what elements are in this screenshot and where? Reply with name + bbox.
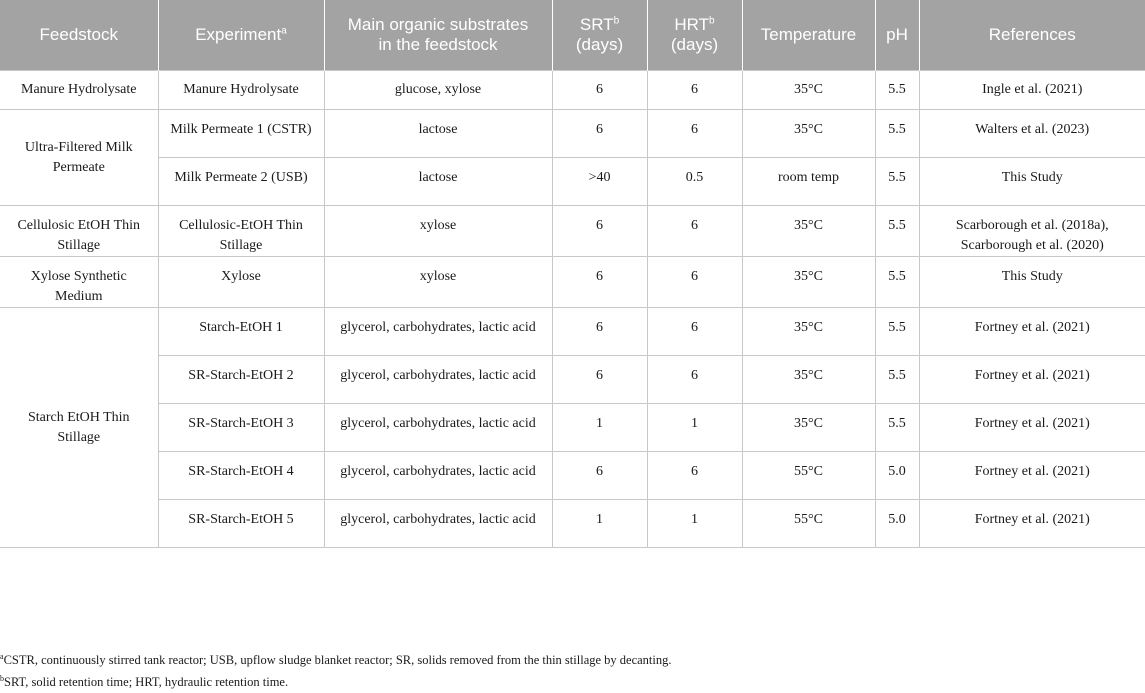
hrt-cell: 6 bbox=[647, 206, 742, 257]
header-feedstock: Feedstock bbox=[0, 0, 158, 71]
temperature-cell: 55°C bbox=[742, 500, 875, 548]
references-cell: Fortney et al. (2021) bbox=[919, 356, 1145, 404]
header-temperature: Temperature bbox=[742, 0, 875, 71]
temperature-cell: 35°C bbox=[742, 356, 875, 404]
hrt-cell: 1 bbox=[647, 404, 742, 452]
substrates-cell: glycerol, carbohydrates, lactic acid bbox=[324, 452, 552, 500]
ph-cell: 5.5 bbox=[875, 308, 919, 356]
references-cell: Fortney et al. (2021) bbox=[919, 500, 1145, 548]
ph-cell: 5.5 bbox=[875, 356, 919, 404]
footnote-b: $^b$SRT, solid retention time; HRT, hydraulic retention time. bbox=[0, 673, 289, 689]
srt-cell: 6 bbox=[552, 452, 647, 500]
references-cell: Ingle et al. (2021) bbox=[919, 71, 1145, 110]
ph-cell: 5.5 bbox=[875, 71, 919, 110]
feedstock-cell: Ultra-Filtered Milk Permeate bbox=[0, 110, 158, 206]
hrt-cell: 6 bbox=[647, 452, 742, 500]
references-cell: This Study bbox=[919, 158, 1145, 206]
experiment-cell: SR-Starch-EtOH 2 bbox=[158, 356, 324, 404]
substrates-cell: xylose bbox=[324, 206, 552, 257]
substrates-cell: lactose bbox=[324, 158, 552, 206]
table-row bbox=[0, 71, 1145, 110]
feedstock-cell: Xylose Synthetic Medium bbox=[0, 257, 158, 308]
ph-cell: 5.5 bbox=[875, 206, 919, 257]
srt-cell: 1 bbox=[552, 500, 647, 548]
table-row bbox=[0, 404, 1145, 452]
header-hrt: HRT$^b$ (days) bbox=[647, 0, 742, 71]
header-srt: SRT$^b$ (days) bbox=[552, 0, 647, 71]
table-row bbox=[0, 110, 1145, 158]
header-references: References bbox=[919, 0, 1145, 71]
srt-cell: 6 bbox=[552, 71, 647, 110]
ph-cell: 5.5 bbox=[875, 257, 919, 308]
table-row bbox=[0, 257, 1145, 308]
substrates-cell: lactose bbox=[324, 110, 552, 158]
temperature-cell: 35°C bbox=[742, 110, 875, 158]
substrates-cell: glycerol, carbohydrates, lactic acid bbox=[324, 356, 552, 404]
experiment-cell: SR-Starch-EtOH 5 bbox=[158, 500, 324, 548]
temperature-cell: 35°C bbox=[742, 206, 875, 257]
table-row bbox=[0, 158, 1145, 206]
references-cell: Walters et al. (2023) bbox=[919, 110, 1145, 158]
temperature-cell: 55°C bbox=[742, 452, 875, 500]
experiment-cell: SR-Starch-EtOH 3 bbox=[158, 404, 324, 452]
experiment-cell: Milk Permeate 1 (CSTR) bbox=[158, 110, 324, 158]
temperature-cell: 35°C bbox=[742, 71, 875, 110]
references-cell: Fortney et al. (2021) bbox=[919, 404, 1145, 452]
ph-cell: 5.0 bbox=[875, 500, 919, 548]
srt-cell: 6 bbox=[552, 257, 647, 308]
table-footnotes bbox=[0, 649, 672, 693]
temperature-cell: 35°C bbox=[742, 308, 875, 356]
header-substrates: Main organic substrates in the feedstock bbox=[324, 0, 552, 71]
table-row bbox=[0, 206, 1145, 257]
hrt-cell: 6 bbox=[647, 110, 742, 158]
ph-cell: 5.5 bbox=[875, 110, 919, 158]
substrates-cell: xylose bbox=[324, 257, 552, 308]
hrt-cell: 6 bbox=[647, 308, 742, 356]
srt-cell: 6 bbox=[552, 206, 647, 257]
experiment-cell: Manure Hydrolysate bbox=[158, 71, 324, 110]
substrates-cell: glycerol, carbohydrates, lactic acid bbox=[324, 308, 552, 356]
srt-cell: 1 bbox=[552, 404, 647, 452]
table-row bbox=[0, 308, 1145, 356]
feedstock-cell: Cellulosic EtOH Thin Stillage bbox=[0, 206, 158, 257]
ph-cell: 5.5 bbox=[875, 158, 919, 206]
hrt-cell: 6 bbox=[647, 356, 742, 404]
experiment-cell: Xylose bbox=[158, 257, 324, 308]
temperature-cell: 35°C bbox=[742, 257, 875, 308]
feedstock-cell: Starch EtOH Thin Stillage bbox=[0, 308, 158, 548]
references-cell: Fortney et al. (2021) bbox=[919, 452, 1145, 500]
temperature-cell: room temp bbox=[742, 158, 875, 206]
references-cell: Scarborough et al. (2018a), Scarborough et al. (2020) bbox=[919, 206, 1145, 257]
experiment-cell: Starch-EtOH 1 bbox=[158, 308, 324, 356]
feedstock-cell: Manure Hydrolysate bbox=[0, 71, 158, 110]
table-row bbox=[0, 356, 1145, 404]
table-row bbox=[0, 500, 1145, 548]
experiment-cell: Milk Permeate 2 (USB) bbox=[158, 158, 324, 206]
srt-cell: 6 bbox=[552, 356, 647, 404]
header-ph: pH bbox=[875, 0, 919, 71]
ph-cell: 5.5 bbox=[875, 404, 919, 452]
substrates-cell: glycerol, carbohydrates, lactic acid bbox=[324, 500, 552, 548]
hrt-cell: 0.5 bbox=[647, 158, 742, 206]
ph-cell: 5.0 bbox=[875, 452, 919, 500]
hrt-cell: 6 bbox=[647, 71, 742, 110]
footnote-a: $^a$CSTR, continuously stirred tank reactor; USB, upflow sludge blanket reactor; SR, solids removed from the thin stillage by decanting. bbox=[0, 651, 672, 667]
references-cell: Fortney et al. (2021) bbox=[919, 308, 1145, 356]
substrates-cell: glycerol, carbohydrates, lactic acid bbox=[324, 404, 552, 452]
substrates-cell: glucose, xylose bbox=[324, 71, 552, 110]
hrt-cell: 1 bbox=[647, 500, 742, 548]
header-experiment: Experiment$^a$ bbox=[158, 0, 324, 71]
srt-cell: 6 bbox=[552, 110, 647, 158]
temperature-cell: 35°C bbox=[742, 404, 875, 452]
header-row bbox=[0, 0, 1145, 71]
experiment-cell: SR-Starch-EtOH 4 bbox=[158, 452, 324, 500]
hrt-cell: 6 bbox=[647, 257, 742, 308]
references-cell: This Study bbox=[919, 257, 1145, 308]
srt-cell: 6 bbox=[552, 308, 647, 356]
table-row bbox=[0, 452, 1145, 500]
srt-cell: >40 bbox=[552, 158, 647, 206]
experiment-cell: Cellulosic-EtOH Thin Stillage bbox=[158, 206, 324, 257]
